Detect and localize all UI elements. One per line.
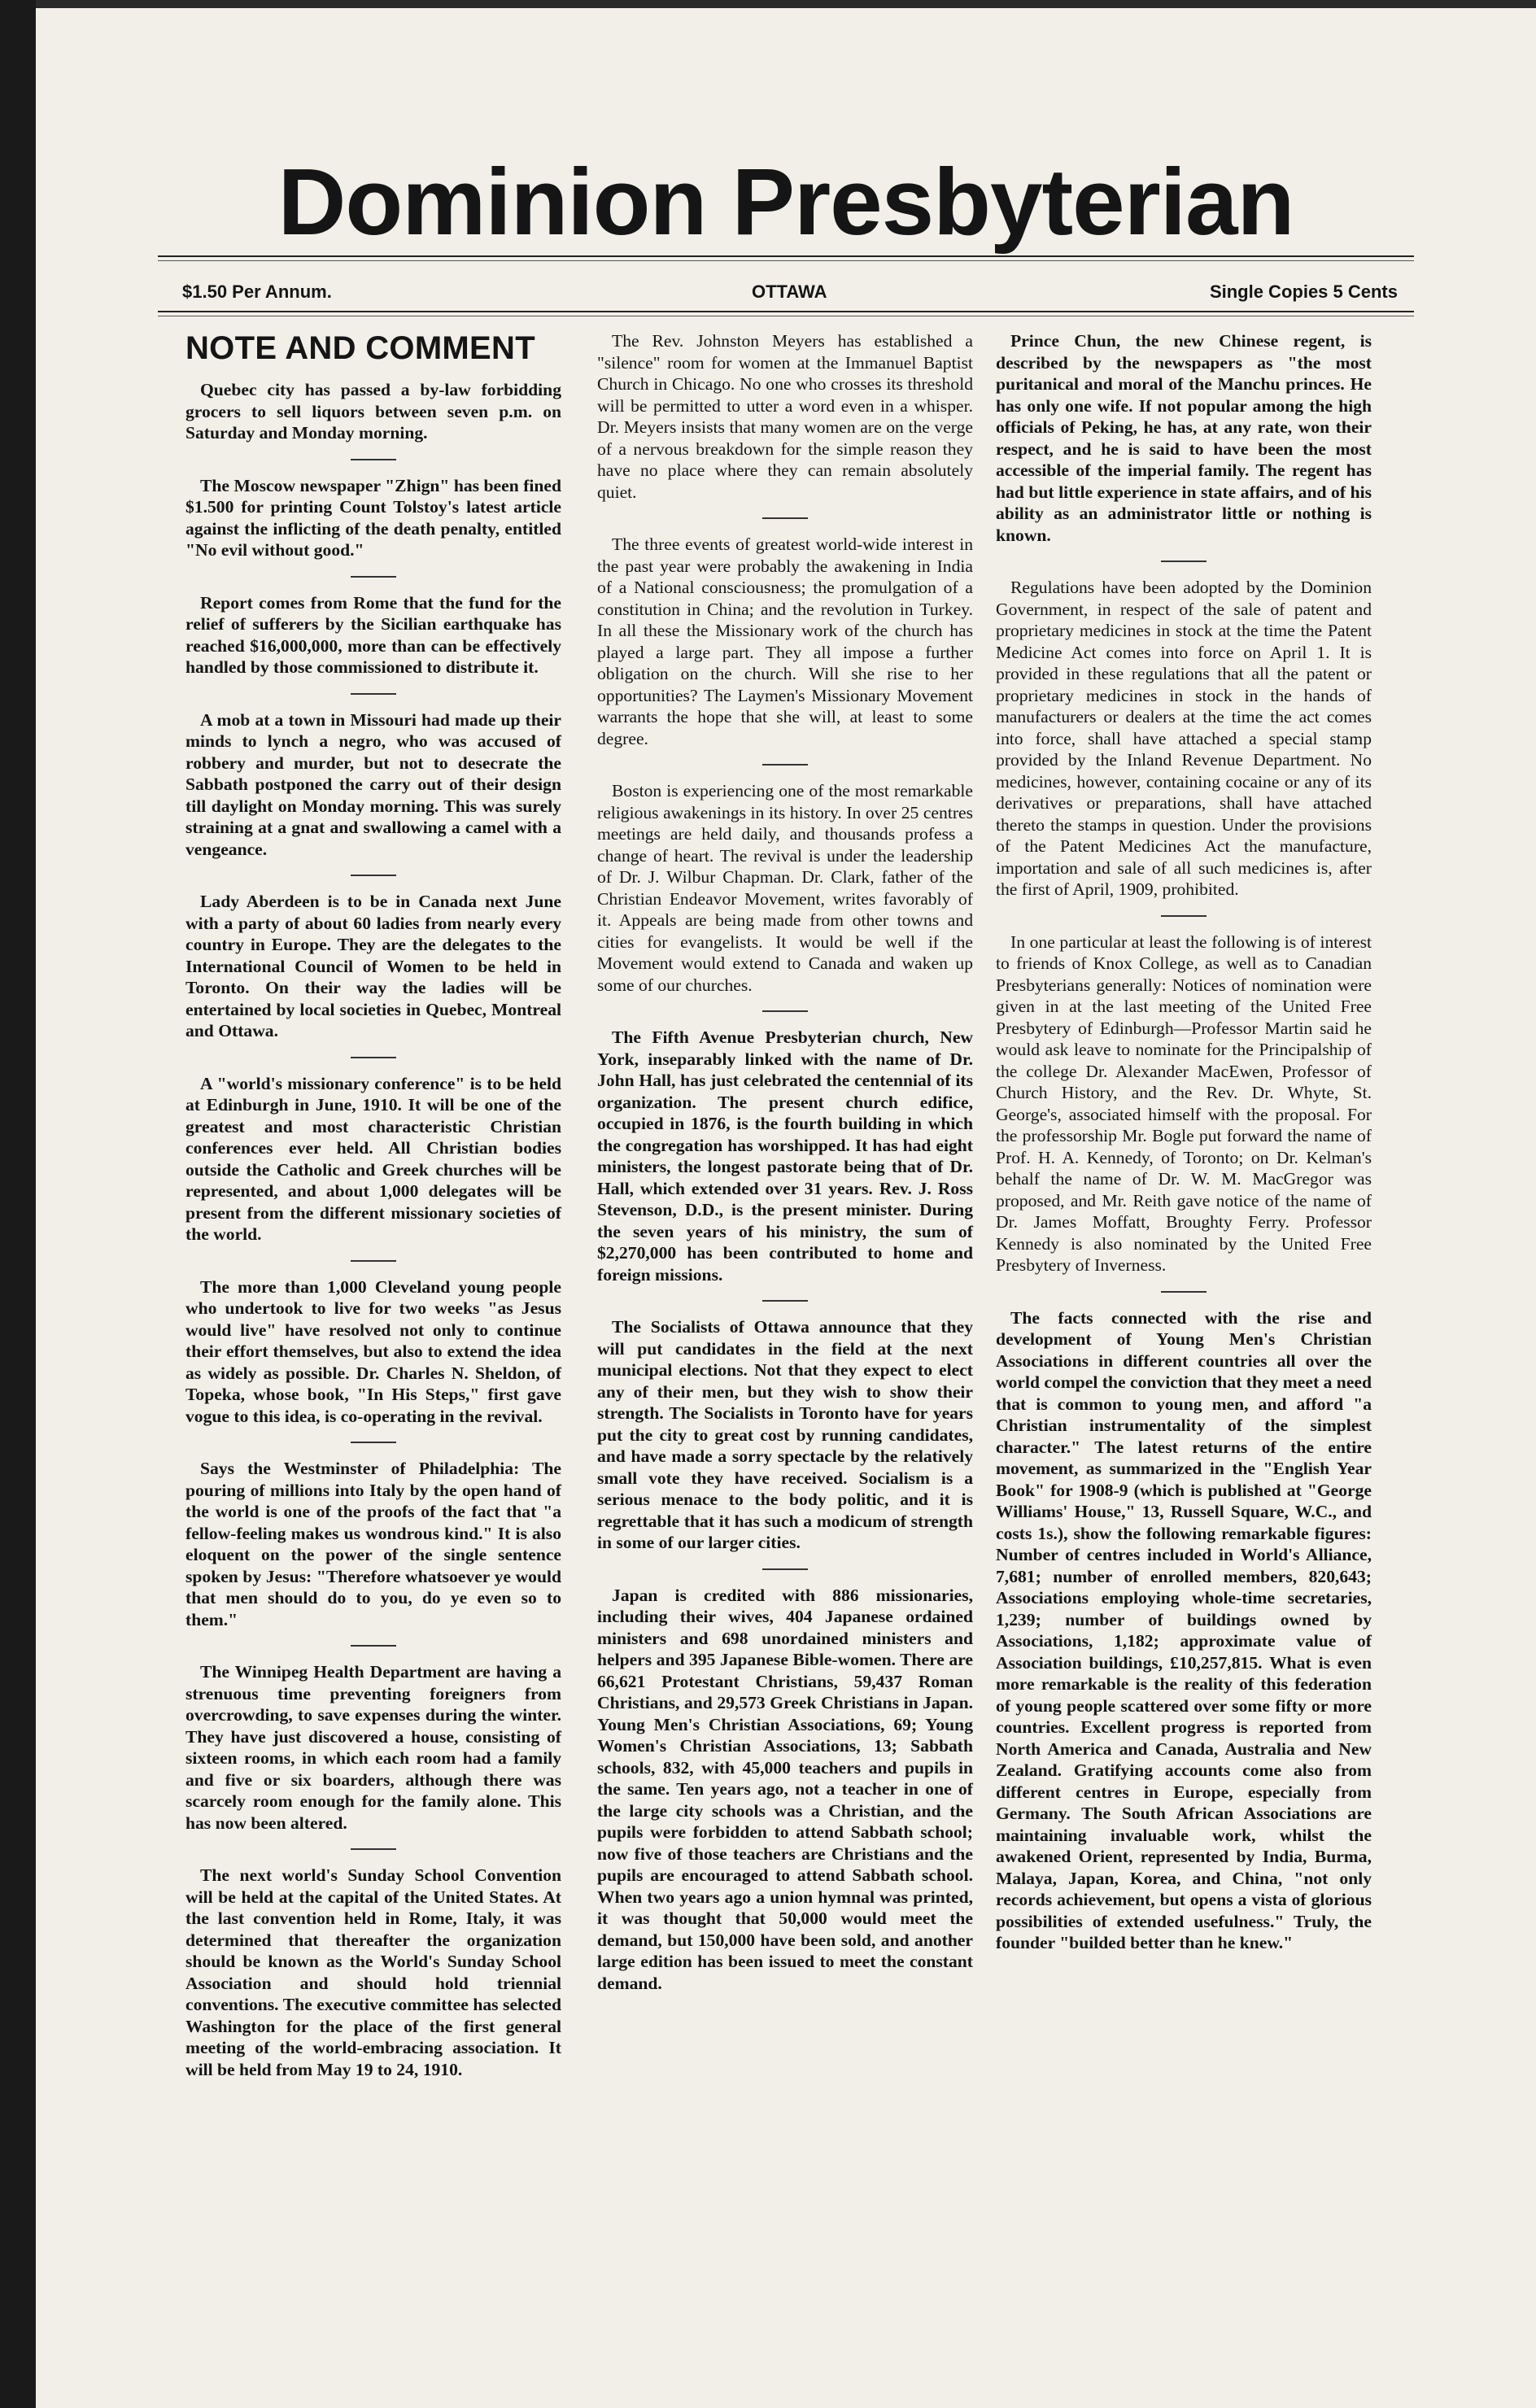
article: The Rev. Johnston Meyers has established a "silence" room for women at the Immanuel Baptist Church in Chicago. No one who crosses its threshold will be permitted to utter a word even in a whisper. Dr. Meyers insists that many women are on the verge of a nervous breakdown for the simple reason they have no place where they can remain absolutely quiet. xyxy=(597,331,973,502)
article-separator xyxy=(351,1057,396,1058)
section-title: NOTE AND COMMENT xyxy=(185,330,535,366)
article-separator xyxy=(351,693,396,695)
article: The Fifth Avenue Presbyterian church, New York, inseparably linked with the name of Dr. John Hall, has just celebrated the centennial of its organization. The present church edifice, occupied in 1876, is the fourth building in which the congregation has worshipped. It has had eight ministers, the longest pastorate being that of Dr. Hall, which extended over 31 years. Rev. J. Ross Stevenson, D.D., is the present minister. During the seven years of his ministry, the sum of $2,270,000 has been contributed to home and foreign missions. xyxy=(597,1027,973,1285)
article: The more than 1,000 Cleveland young people who undertook to live for two weeks "as Jesus would live" have resolved not only to continue their effort themselves, but also to extend the idea as widely as possible. Dr. Charles N. Sheldon, of Topeka, whose book, "In His Steps," first gave vogue to this idea, is co-operating in the revival. xyxy=(185,1276,561,1426)
column-3 xyxy=(996,330,1372,1977)
article-separator xyxy=(1161,561,1207,562)
article-separator xyxy=(762,764,808,766)
article-separator xyxy=(351,875,396,876)
article: The next world's Sunday School Convention will be held at the capital of the United States. At the last convention held in Rome, Italy, it was determined that thereafter the organization should be known as the World's Sunday School Association and should hold triennial conventions. The executive committee has selected Washington for the place of the first general meeting of the world-embracing association. It will be held from May 19 to 24, 1910. xyxy=(185,1865,561,2079)
column-1 xyxy=(185,330,561,2103)
article: The facts connected with the rise and development of Young Men's Christian Associations in different countries all over the world compel the conviction that they meet a need that is common to young men, and afford "a Christian instrumentality of the simplest character." The latest returns of the entire movement, as summarized in the "English Year Book" for 1908-9 (which is published at "George Williams' House," 13, Russell Square, W.C., and costs 1s.), show the following remarkable figures: Number of centres included in World's Alliance, 7,681; number of enrolled members, 820,643; Associations employing whole-time secretaries, 1,239; number of buildings owned by Associations, 1,182; approximate value of Association buildings, £10,257,815. What is even more remarkable is the reality of this federation of young people scattered over some fifty or more countries. Excellent progress is reported from North America and Canada, Australia and New Zealand. Gratifying accounts come also from different centres in Europe, especially from Germany. The South African Associations are maintaining invaluable work, whilst the awakened Orient, represented by India, Burma, Malaya, Japan, Korea, and China, "not only records achievement, but opens a vista of glorious possibilities of extended usefulness." Truly, the founder "builded better than he knew." xyxy=(996,1307,1372,1952)
article-separator xyxy=(1161,1291,1207,1293)
article-separator xyxy=(351,576,396,578)
masthead-rule-top-thin xyxy=(158,260,1414,261)
article: Report comes from Rome that the fund for the relief of sufferers by the Sicilian earthquake has reached $16,000,000, more than can be effectively handled by those commissioned to distribute it. xyxy=(185,592,561,677)
article-separator xyxy=(351,1848,396,1850)
column-2 xyxy=(597,330,973,2017)
article-separator xyxy=(351,1260,396,1262)
article: The Moscow newspaper "Zhign" has been fined $1.500 for printing Count Tolstoy's latest article against the inflicting of the death penalty, entitled "No evil without good." xyxy=(185,475,561,560)
article-separator xyxy=(351,459,396,460)
article: Lady Aberdeen is to be in Canada next June with a party of about 60 ladies from nearly every country in Europe. They are the delegates to the International Council of Women to be held in Toronto. On their way the ladies will be entertained by local societies in Quebec, Montreal and Ottawa. xyxy=(185,892,561,1040)
article: The Winnipeg Health Department are having a strenuous time preventing foreigners from overcrowding, to save expenses during the winter. They have just discovered a house, consisting of sixteen rooms, in which each room had a family and five or six boarders, although there was scarcely room enough for the family alone. This has now been altered. xyxy=(185,1662,561,1833)
masthead-rule-top xyxy=(158,255,1414,257)
article: Boston is experiencing one of the most remarkable religious awakenings in its history. In over 25 centres meetings are held daily, and thousands profess a change of heart. The revival is under the leadership of Dr. J. Wilbur Chapman. Dr. Clark, father of the Christian Endeavor Movement, writes favorably of it. Appeals are being made from other towns and cities for evangelists. It would be well if the Movement would extend to Canada and waken up some of our churches. xyxy=(597,781,973,995)
dateline-strip xyxy=(182,277,1398,309)
article-separator xyxy=(1161,915,1207,917)
article-separator xyxy=(351,1442,396,1443)
article: The Socialists of Ottawa announce that they will put candidates in the field at the next municipal elections. Not that they expect to elect any of their men, but they wish to show their strength. The Socialists in Toronto have for years put the city to great cost by running candidates, and have made a sorry spectacle by the relatively small vote they have received. Socialism is a serious menace to the body politic, and it is regrettable that it has such a modicum of strength in some of our larger cities. xyxy=(597,1317,973,1552)
single-copies-label: Single Copies 5 Cents xyxy=(1209,281,1398,302)
article: In one particular at least the following is of interest to friends of Knox College, as well as to Canadian Presbyterians generally: Notices of nomination were given in at the last meeting of the United Free Presbytery of Edinburgh—Professor Martin said he would ask leave to nominate for the Principalship of the college Dr. Alexander MacEwen, Professor of Church History, and the Rev. Dr. Whyte, St. George's, associated himself with the proposal. For the professorship Mr. Bogle put forward the name of Prof. H. A. Kennedy, of Toronto; on Dr. Kelman's behalf the name of Dr. W. M. MacGregor was proposed, and Mr. Reith gave notice of the name of Dr. James Moffatt, Broughty Ferry. Professor Kennedy is also nominated by the United Free Presbytery of Inverness. xyxy=(996,931,1372,1275)
scan-edge xyxy=(0,0,36,2408)
article: Says the Westminster of Philadelphia: The pouring of millions into Italy by the open hand of the world is one of the proofs of the fact that "a fellow-feeling makes us wondrous kind." It is also eloquent on the power of the single sentence spoken by Jesus: "Therefore whatsoever ye would that men should do to you, do ye even so to them." xyxy=(185,1459,561,1629)
article-separator xyxy=(762,517,808,519)
article: A mob at a town in Missouri had made up their minds to lynch a negro, who was accused of robbery and murder, but not to desecrate the Sabbath postponed the carry out of their design till daylight on Monday morning. This was surely straining at a gnat and swallowing a camel with a vengeance. xyxy=(185,709,561,859)
article: Prince Chun, the new Chinese regent, is described by the newspapers as "the most puritanical and moral of the Manchu princes. He has only one wife. If not popular among the high officials of Peking, he has, at any rate, won their respect, and he is said to have been the most accessible of the imperial family. The regent has had but little experience in state affairs, and of his ability as an administrator little or nothing is known. xyxy=(996,331,1372,545)
masthead-title: Dominion Presbyterian xyxy=(277,149,1294,255)
article-separator xyxy=(762,1568,808,1570)
article: Japan is credited with 886 missionaries, including their wives, 404 Japanese ordained ministers and 698 unordained ministers and helpers and 395 Japanese Bible-women. There are 66,621 Protestant Christians, 59,437 Roman Christians, and 29,573 Greek Christians in Japan. Young Men's Christian Associations, 69; Young Women's Christian Associations, 13; Sabbath schools, 832, with 45,000 teachers and pupils in the same. Ten years ago, not a teacher in one of the large city schools was a Christian, and the pupils were forbidden to attend Sabbath school; now five of those teachers are Christians and the pupils are encouraged to attend Sabbath school. When two years ago a union hymnal was printed, it was thought that 50,000 would meet the demand, but 150,000 have been sold, and another large edition has been issued to meet the constant demand. xyxy=(597,1585,973,1993)
dateline-rule xyxy=(158,311,1414,312)
article-separator xyxy=(762,1300,808,1302)
city-label: OTTAWA xyxy=(752,281,827,302)
article: The three events of greatest world-wide interest in the past year were probably the awakening in India of a National consciousness; the promulgation of a constitution in China; and the revolution in Turkey. In all these the Missionary work of the church has played a large part. They all impose a further obligation on the church. Will she rise to her opportunities? The Laymen's Missionary Movement warrants the hope that she will, at least to some degree. xyxy=(597,534,973,748)
article: A "world's missionary conference" is to be held at Edinburgh in June, 1910. It will be one of the greatest and most characteristic Christian conferences ever held. All Christian bodies outside the Catholic and Greek churches will be represented, and about 1,000 delegates will be present from the different missionary societies of the world. xyxy=(185,1073,561,1244)
price-label: $1.50 Per Annum. xyxy=(182,281,332,302)
article-separator xyxy=(762,1010,808,1012)
newspaper-page xyxy=(36,8,1536,2408)
article: Quebec city has passed a by-law forbidding grocers to sell liquors between seven p.m. on Saturday and Monday morning. xyxy=(185,380,561,443)
article-separator xyxy=(351,1645,396,1647)
article: Regulations have been adopted by the Dominion Government, in respect of the sale of patent and proprietary medicines in stock at the time the Patent Medicine Act comes into force on April 1. It is provided in these regulations that all the patent or proprietary medicines in stock in the hands of manufacturers or dealers at the time the act comes into force, shall have attached a special stamp provided by the Inland Revenue Department. No medicines, however, containing cocaine or any of its derivatives or preparations, shall have attached thereto the stamps in question. Under the provisions of the Patent Medicines Act the manufacture, importation and sale of all such medicines is, after the first of April, 1909, prohibited. xyxy=(996,578,1372,899)
